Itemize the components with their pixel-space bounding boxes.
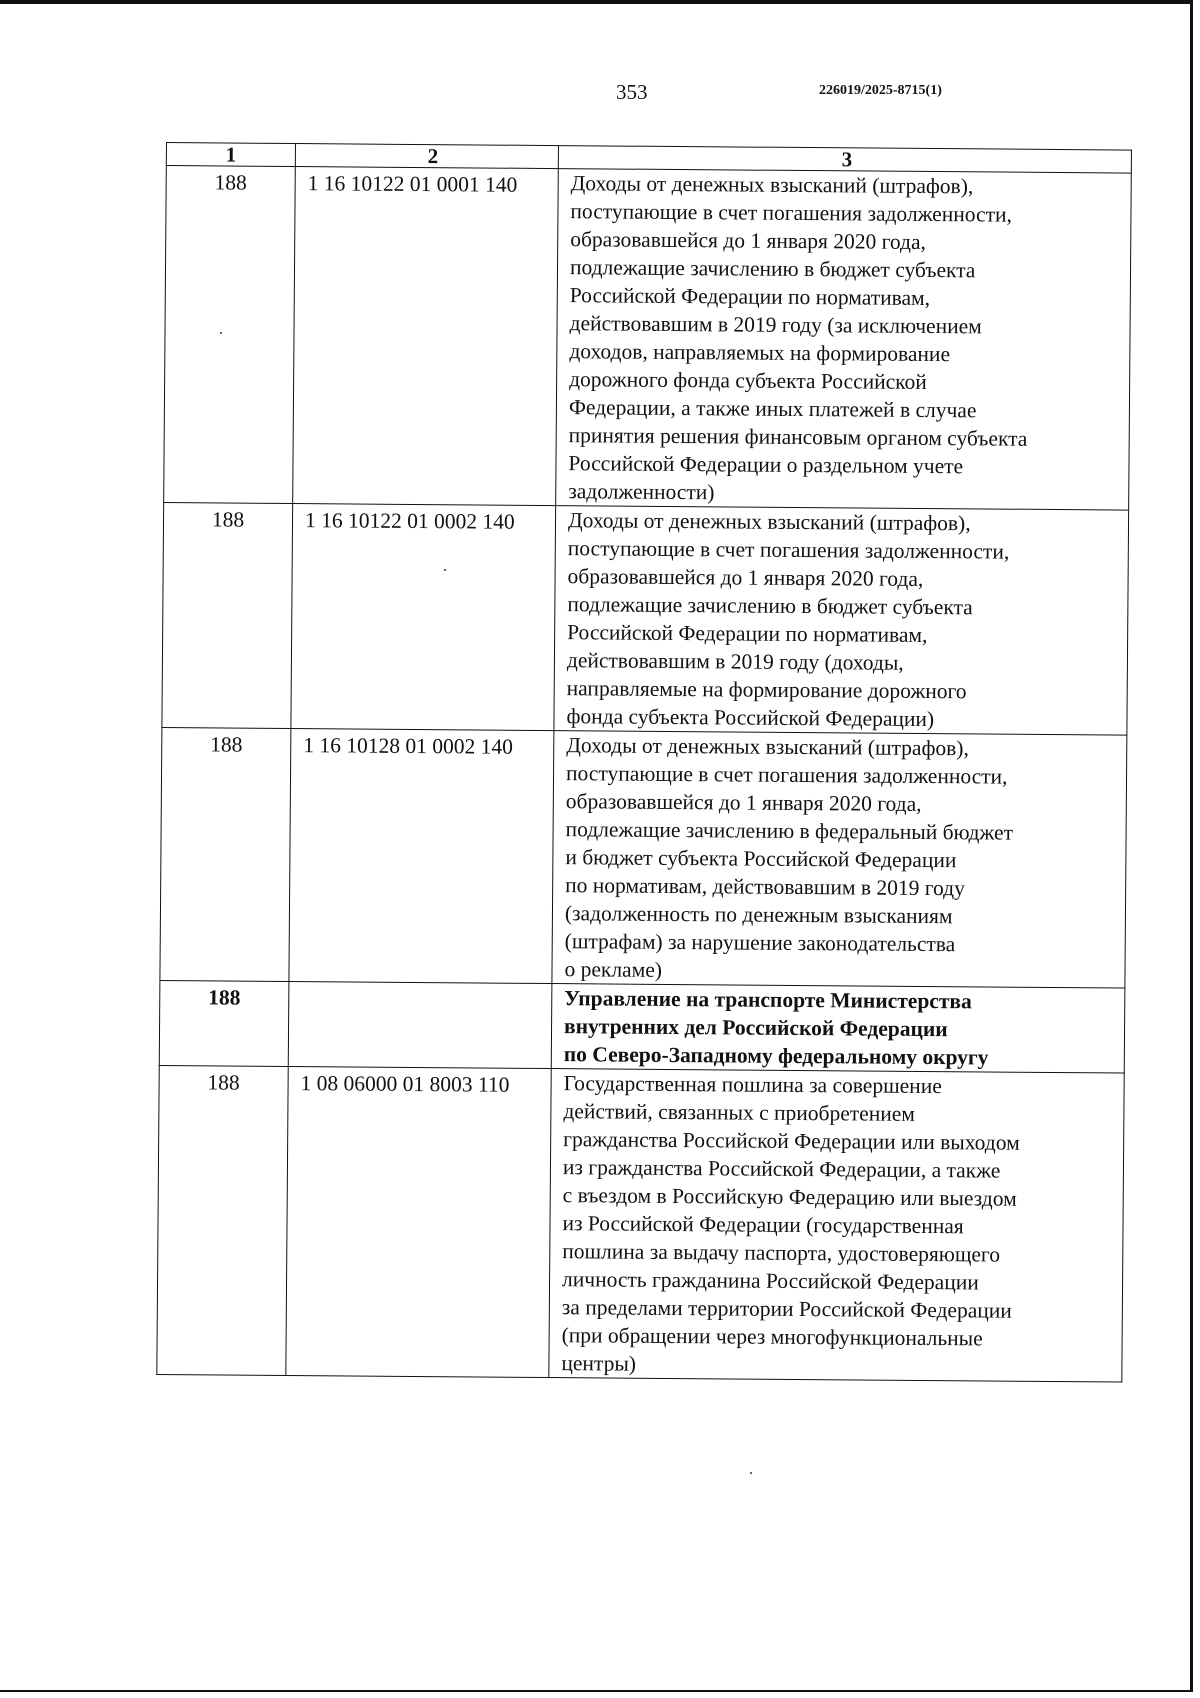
document-id: 226019/2025-8715(1) xyxy=(819,83,942,98)
description-cell: Государственная пошлина за совершение действий, связанных с приобретением гражданства Российской Федерации или выходом из гражданства Российской Федерации, а также с въездом в Российскую Федерацию или выездом из Российской Федерации (государственная пошлина за выдачу паспорта, удостоверяющего личность гражданина Российской Федерации за пределами территории Российской Федерации (при обращении через многофункциональные центры) xyxy=(549,1069,1124,1382)
admin-code-cell: 188 xyxy=(157,1065,288,1375)
description-cell: Доходы от денежных взысканий (штрафов), поступающие в счет погашения задолженности, образовавшейся до 1 января 2020 года, подлежащие зачислению в бюджет субъекта Российской Федерации по нормативам, действовавшим в 2019 году (доходы, направляемые на формирование дорожного фонда субъекта Российской Федерации) xyxy=(554,506,1129,735)
admin-code-cell: 188 xyxy=(164,166,296,504)
scan-speck xyxy=(750,1472,752,1474)
column-header-1: 1 xyxy=(166,143,295,167)
kbk-cell: 1 16 10122 01 0002 140 xyxy=(291,504,556,731)
table-row xyxy=(160,727,1127,988)
scan-speck xyxy=(220,332,222,334)
section-heading-row xyxy=(159,980,1125,1073)
budget-codes-table xyxy=(156,142,1132,1383)
scan-speck xyxy=(444,569,446,571)
kbk-cell: 1 08 06000 01 8003 110 xyxy=(286,1066,551,1377)
kbk-cell xyxy=(288,981,552,1068)
table-row xyxy=(157,1065,1124,1382)
column-header-2: 2 xyxy=(295,144,558,169)
table-row xyxy=(162,502,1129,735)
table-row xyxy=(164,166,1132,511)
admin-code-cell: 188 xyxy=(160,727,291,981)
column-header-3: 3 xyxy=(558,146,1131,173)
admin-code-cell: 188 xyxy=(159,980,289,1066)
section-heading-cell: Управление на транспорте Министерства внутренних дел Российской Федерации по Северо-Западному федеральному округу xyxy=(551,984,1125,1073)
description-cell: Доходы от денежных взысканий (штрафов), поступающие в счет погашения задолженности, образовавшейся до 1 января 2020 года, подлежащие зачислению в федеральный бюджет и бюджет субъекта Российской Федерации по нормативам, действовавшим в 2019 году (задолженность по денежным взысканиям (штрафам) за нарушение законодательства о рекламе) xyxy=(552,731,1127,988)
kbk-cell: 1 16 10122 01 0001 140 xyxy=(293,167,559,506)
description-cell: Доходы от денежных взысканий (штрафов), поступающие в счет погашения задолженности, образовавшейся до 1 января 2020 года, подлежащие зачислению в бюджет субъекта Российской Федерации по нормативам, действовавшим в 2019 году (за исключением доходов, направляемых на формирование дорожного фонда субъекта Российской Федерации, а также иных платежей в случае принятия решения финансовым органом субъекта Российской Федерации о раздельном учете задолженности) xyxy=(556,169,1132,510)
kbk-cell: 1 16 10128 01 0002 140 xyxy=(289,728,554,983)
page-number: 353 xyxy=(616,80,648,104)
admin-code-cell: 188 xyxy=(162,502,293,728)
